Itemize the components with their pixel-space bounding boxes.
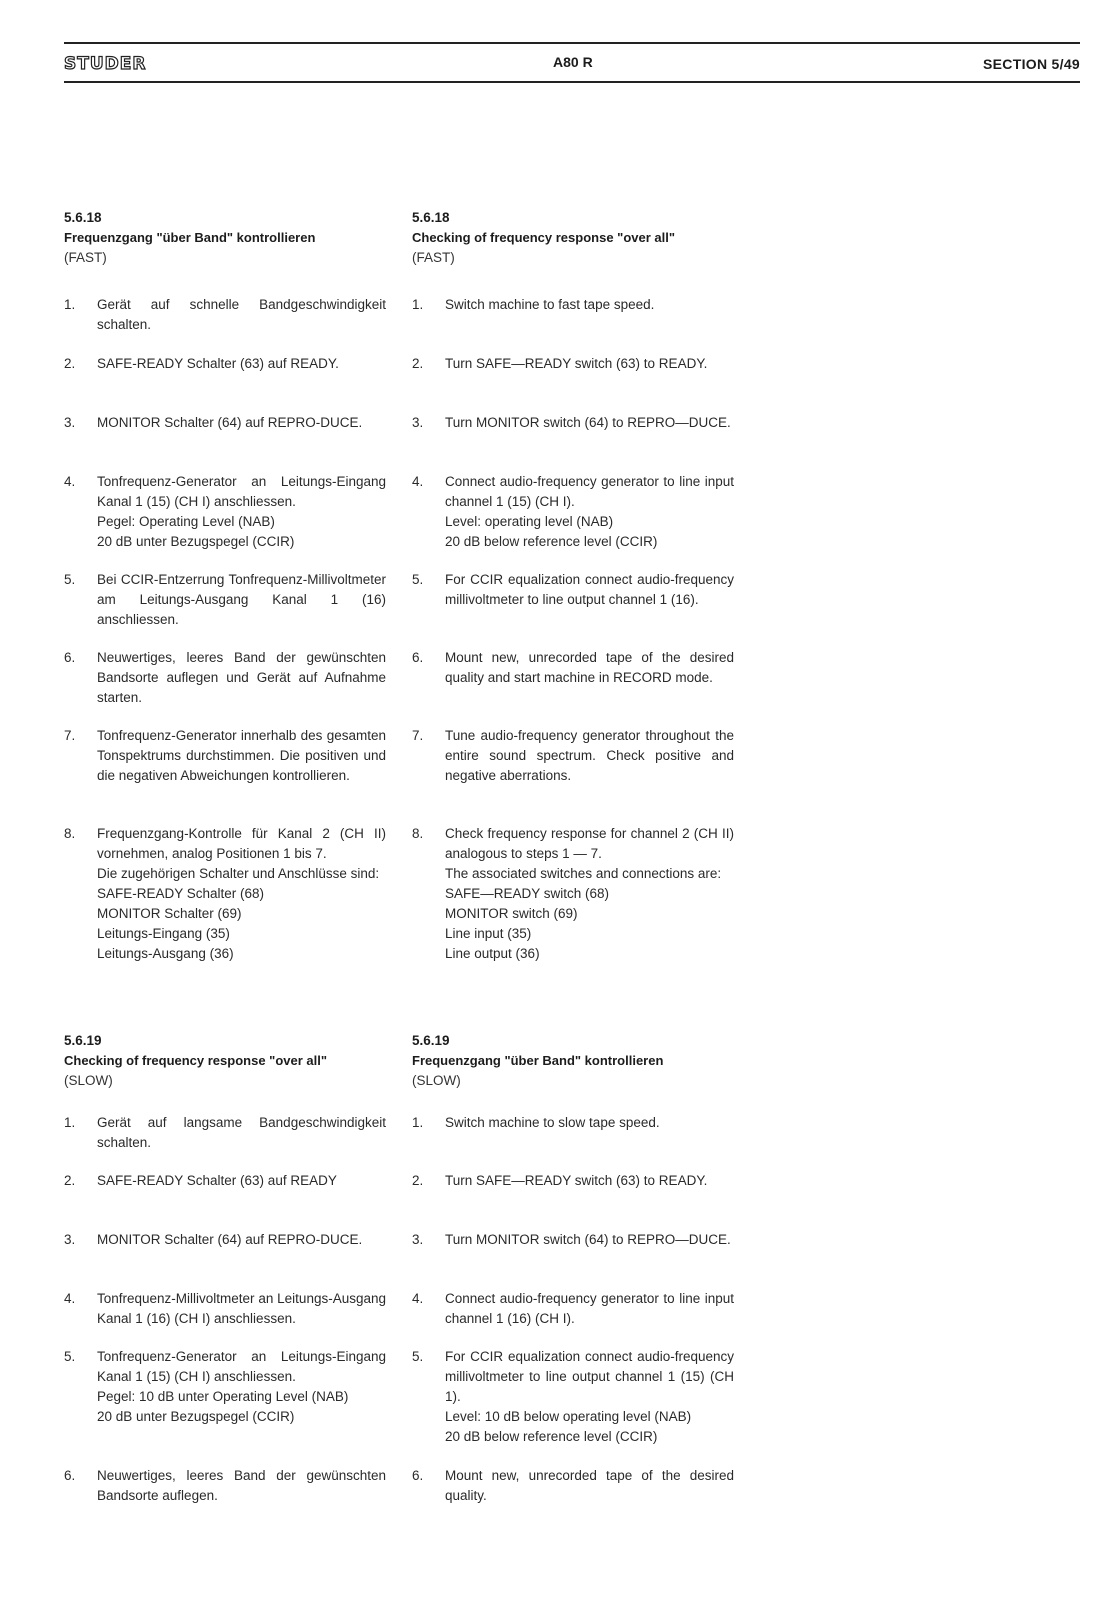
brand-logo: STUDER [64, 54, 147, 74]
list-item [64, 824, 386, 964]
step-text: Mount new, unrecorded tape of the desired quality. [445, 1468, 734, 1503]
list-item [64, 1113, 386, 1153]
list-item [64, 354, 386, 374]
list-item [412, 413, 734, 433]
list-item [64, 570, 386, 630]
list-item [412, 570, 734, 610]
step-text: SAFE-READY Schalter (63) auf READY. [97, 356, 339, 371]
section-5-6-19-right [412, 1031, 734, 1503]
step-text: Connect audio-frequency generator to line input channel 1 (16) (CH I). [445, 1291, 734, 1326]
section-5-6-18-german [64, 208, 386, 961]
step-number: 4. [412, 1291, 424, 1306]
step-number: 4. [64, 1291, 76, 1306]
step-number: 1. [412, 297, 424, 312]
step-number: 4. [64, 474, 76, 489]
list-item [64, 726, 386, 786]
section-subtitle: (FAST) [64, 250, 107, 265]
list-item [64, 1466, 386, 1506]
section-number: 5.6.18 [64, 210, 102, 225]
list-item [412, 824, 734, 964]
section-subtitle: (FAST) [412, 250, 455, 265]
step-text: For CCIR equalization connect audio-frequency millivoltmeter to line output channel 1 (16). [445, 572, 734, 607]
step-number: 8. [412, 826, 424, 841]
step-number: 7. [412, 728, 424, 743]
list-item [64, 648, 386, 708]
step-number: 5. [412, 572, 424, 587]
model-label: A80 R [553, 54, 593, 70]
list-item [412, 1230, 734, 1250]
step-text: Switch machine to slow tape speed. [445, 1115, 660, 1130]
step-text: MONITOR Schalter (64) auf REPRO-DUCE. [97, 1232, 363, 1247]
step-text: Mount new, unrecorded tape of the desired quality and start machine in RECORD mode. [445, 650, 734, 685]
step-text: Tonfrequenz-Generator innerhalb des gesamten Tonspektrums durchstimmen. Die positiven und die negativen Abweichungen kontrollieren. [97, 728, 386, 783]
step-text: SAFE-READY Schalter (63) auf READY [97, 1173, 337, 1188]
step-number: 2. [64, 1173, 76, 1188]
header-top-rule [64, 42, 1080, 44]
section-heading [412, 208, 734, 268]
list-item [64, 295, 386, 335]
step-text: Neuwertiges, leeres Band der gewünschten Bandsorte auflegen und Gerät auf Aufnahme starten. [97, 650, 386, 705]
step-number: 5. [64, 572, 76, 587]
step-text: Connect audio-frequency generator to line input channel 1 (15) (CH I). Level: operating level (NAB) 20 dB below reference level (CCIR) [445, 474, 734, 549]
list-item [412, 726, 734, 786]
step-text: MONITOR Schalter (64) auf REPRO-DUCE. [97, 415, 363, 430]
step-number: 1. [64, 297, 76, 312]
section-label: SECTION 5/49 [983, 56, 1080, 72]
step-number: 1. [412, 1115, 424, 1130]
list-item [64, 413, 386, 433]
step-number: 3. [64, 1232, 76, 1247]
list-item [412, 1347, 734, 1447]
section-title: Checking of frequency response "over all" [412, 230, 676, 245]
list-item [412, 472, 734, 552]
section-title: Frequenzgang "über Band" kontrollieren [412, 1053, 664, 1068]
step-text: Switch machine to fast tape speed. [445, 297, 655, 312]
step-number: 3. [412, 1232, 424, 1247]
step-text: Tonfrequenz-Millivoltmeter an Leitungs-Ausgang Kanal 1 (16) (CH I) anschliessen. [97, 1291, 386, 1326]
section-number: 5.6.18 [412, 210, 450, 225]
section-heading [412, 1031, 734, 1091]
step-text: Gerät auf schnelle Bandgeschwindigkeit schalten. [97, 297, 386, 332]
step-text: Turn SAFE—READY switch (63) to READY. [445, 1173, 708, 1188]
step-number: 5. [412, 1349, 424, 1364]
step-text: Tune audio-frequency generator throughout the entire sound spectrum. Check positive and negative aberrations. [445, 728, 734, 783]
list-item [64, 1347, 386, 1427]
step-text: Turn SAFE—READY switch (63) to READY. [445, 356, 708, 371]
list-item [64, 1171, 386, 1191]
list-item [412, 1171, 734, 1191]
step-text: For CCIR equalization connect audio-frequency millivoltmeter to line output channel 1 (15) (CH 1). Level: 10 dB below operating level (NAB) 20 dB below reference level (CCIR) [445, 1349, 734, 1444]
step-number: 6. [64, 1468, 76, 1483]
step-number: 3. [412, 415, 424, 430]
list-item [64, 1289, 386, 1329]
section-heading [64, 208, 386, 268]
section-title: Frequenzgang "über Band" kontrollieren [64, 230, 316, 245]
step-text: Turn MONITOR switch (64) to REPRO—DUCE. [445, 415, 731, 430]
section-heading [64, 1031, 386, 1091]
step-text: Turn MONITOR switch (64) to REPRO—DUCE. [445, 1232, 731, 1247]
list-item [412, 648, 734, 688]
step-number: 6. [412, 1468, 424, 1483]
section-5-6-19-left [64, 1031, 386, 1503]
step-number: 6. [64, 650, 76, 665]
section-subtitle: (SLOW) [64, 1073, 113, 1088]
step-number: 3. [64, 415, 76, 430]
step-text: Neuwertiges, leeres Band der gewünschten Bandsorte auflegen. [97, 1468, 386, 1503]
step-number: 8. [64, 826, 76, 841]
list-item [412, 295, 734, 315]
section-5-6-18-english [412, 208, 734, 961]
step-text: Frequenzgang-Kontrolle für Kanal 2 (CH II) vornehmen, analog Positionen 1 bis 7. Die zugehörigen Schalter und Anschlüsse sind: SAFE-READY Schalter (68) MONITOR Schalter (69) Leitungs-Eingang (35) Leitungs-Ausgang (36) [97, 826, 386, 961]
step-text: Gerät auf langsame Bandgeschwindigkeit schalten. [97, 1115, 386, 1150]
list-item [64, 1230, 386, 1250]
step-text: Tonfrequenz-Generator an Leitungs-Eingang Kanal 1 (15) (CH I) anschliessen. Pegel: Operating Level (NAB) 20 dB unter Bezugspegel (CCIR) [97, 474, 386, 549]
step-number: 2. [64, 356, 76, 371]
step-number: 5. [64, 1349, 76, 1364]
step-number: 2. [412, 356, 424, 371]
header-bottom-rule [64, 81, 1080, 83]
section-number: 5.6.19 [412, 1033, 450, 1048]
step-text: Tonfrequenz-Generator an Leitungs-Eingang Kanal 1 (15) (CH I) anschliessen. Pegel: 10 dB unter Operating Level (NAB) 20 dB unter Bezugspegel (CCIR) [97, 1349, 386, 1424]
step-text: Bei CCIR-Entzerrung Tonfrequenz-Millivoltmeter am Leitungs-Ausgang Kanal 1 (16) anschliessen. [97, 572, 386, 627]
list-item [64, 472, 386, 552]
step-text: Check frequency response for channel 2 (CH II) analogous to steps 1 — 7. The associated switches and connections are: SAFE—READY switch (68) MONITOR switch (69) Line input (35) Line output (36) [445, 826, 734, 961]
section-subtitle: (SLOW) [412, 1073, 461, 1088]
list-item [412, 1113, 734, 1133]
step-number: 2. [412, 1173, 424, 1188]
section-number: 5.6.19 [64, 1033, 102, 1048]
step-number: 1. [64, 1115, 76, 1130]
step-number: 4. [412, 474, 424, 489]
list-item [412, 1289, 734, 1329]
list-item [412, 1466, 734, 1506]
step-number: 7. [64, 728, 76, 743]
step-number: 6. [412, 650, 424, 665]
list-item [412, 354, 734, 374]
section-title: Checking of frequency response "over all" [64, 1053, 328, 1068]
